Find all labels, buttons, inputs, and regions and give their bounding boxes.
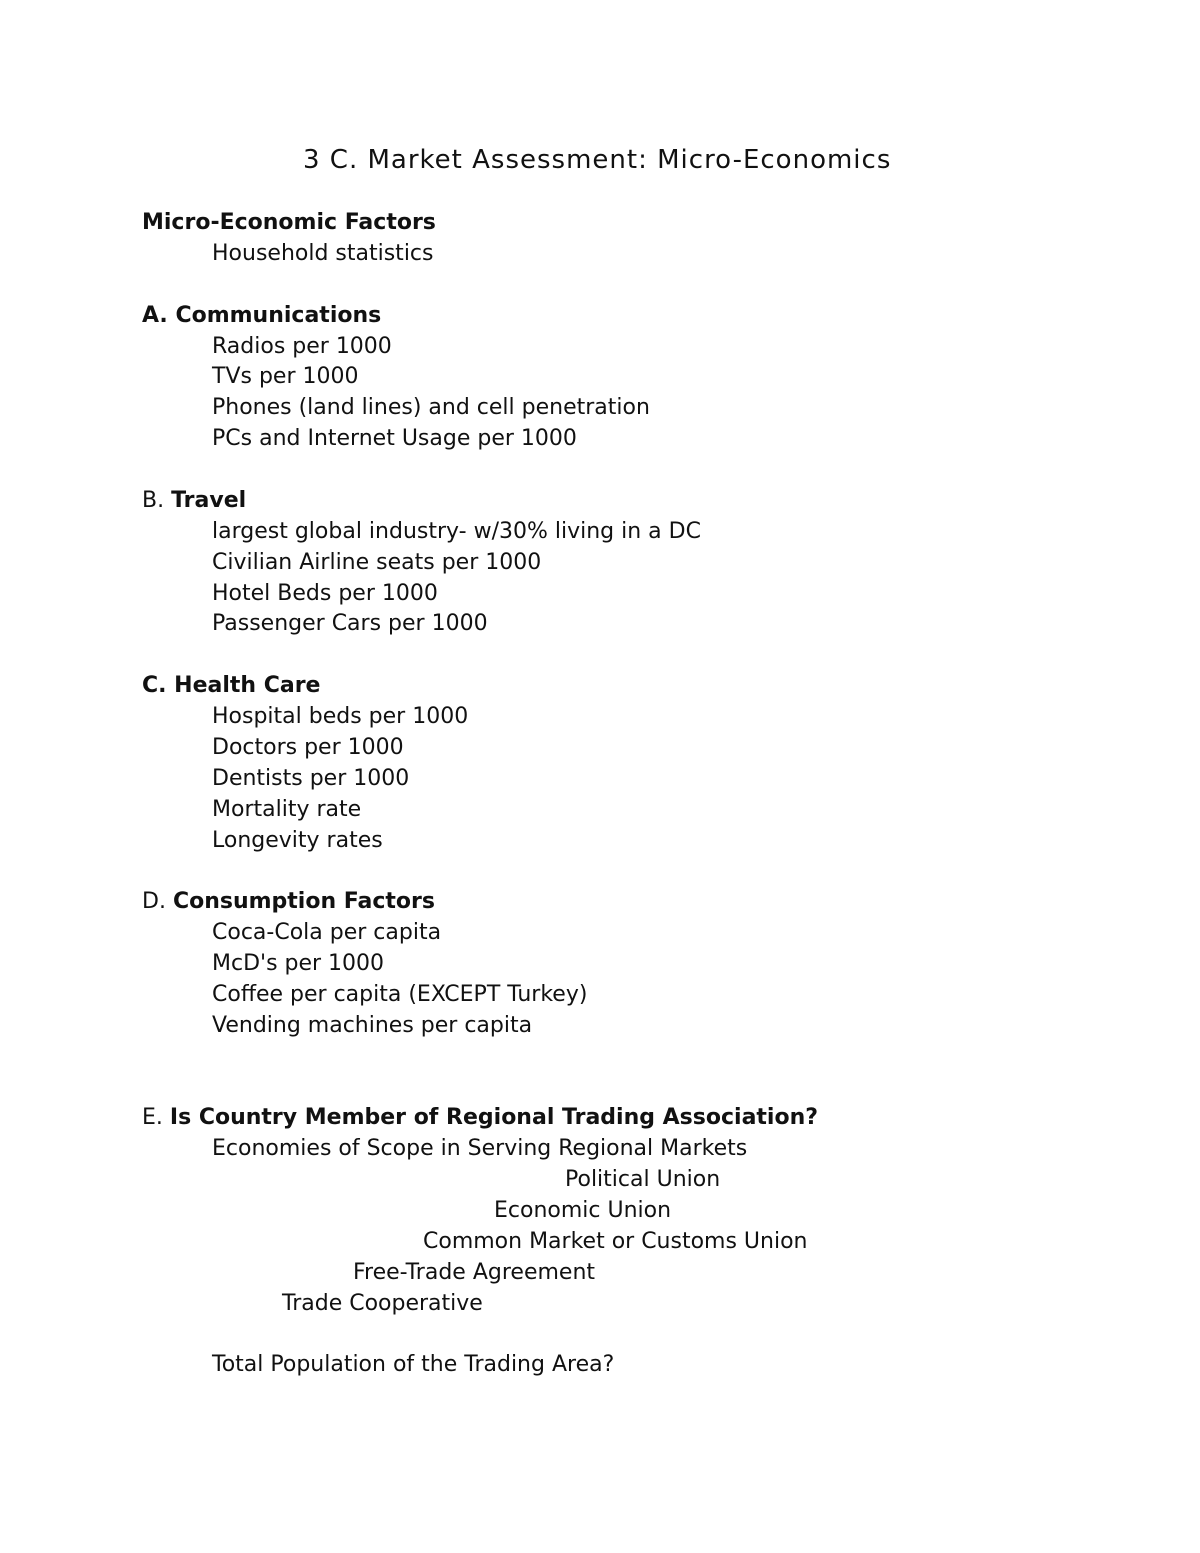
list-item: Coffee per capita (EXCEPT Turkey) bbox=[212, 982, 588, 1007]
list-item: Mortality rate bbox=[212, 797, 362, 822]
list-item: Dentists per 1000 bbox=[212, 766, 410, 791]
list-item: PCs and Internet Usage per 1000 bbox=[212, 426, 577, 451]
list-item: Hospital beds per 1000 bbox=[212, 704, 469, 729]
list-item: TVs per 1000 bbox=[212, 364, 359, 389]
travel-prefix: B. bbox=[142, 488, 172, 513]
micro-factors-heading: Micro-Economic Factors bbox=[142, 210, 436, 235]
trading-heading-text: Is Country Member of Regional Trading Association? bbox=[169, 1105, 819, 1130]
list-item: Radios per 1000 bbox=[212, 334, 392, 359]
health-heading: C. Health Care bbox=[142, 673, 321, 698]
consumption-heading bbox=[142, 889, 435, 915]
travel-heading-text: Travel bbox=[171, 488, 247, 513]
list-item: Longevity rates bbox=[212, 828, 383, 853]
consumption-heading-text: Consumption Factors bbox=[172, 889, 435, 914]
list-item: Passenger Cars per 1000 bbox=[212, 611, 488, 636]
list-item: Civilian Airline seats per 1000 bbox=[212, 550, 542, 575]
consumption-prefix: D. bbox=[142, 889, 173, 914]
communications-heading: A. Communications bbox=[142, 303, 382, 328]
trading-level: Economic Union bbox=[494, 1198, 672, 1223]
trading-question: Total Population of the Trading Area? bbox=[212, 1352, 615, 1377]
trading-level: Trade Cooperative bbox=[282, 1291, 483, 1316]
page-title: 3 C. Market Assessment: Micro-Economics bbox=[303, 145, 892, 175]
list-item: Hotel Beds per 1000 bbox=[212, 581, 438, 606]
travel-heading bbox=[142, 488, 246, 514]
list-item: Household statistics bbox=[212, 241, 434, 266]
trading-level: Free-Trade Agreement bbox=[353, 1260, 596, 1285]
list-item: Vending machines per capita bbox=[212, 1013, 533, 1038]
list-item: Coca-Cola per capita bbox=[212, 920, 442, 945]
trading-heading bbox=[142, 1105, 818, 1131]
trading-level: Political Union bbox=[565, 1167, 721, 1192]
list-item: Phones (land lines) and cell penetration bbox=[212, 395, 650, 420]
trading-prefix: E. bbox=[142, 1105, 170, 1130]
list-item: largest global industry- w/30% living in a DC bbox=[212, 519, 701, 544]
list-item: McD's per 1000 bbox=[212, 951, 385, 976]
list-item: Doctors per 1000 bbox=[212, 735, 404, 760]
scope-line: Economies of Scope in Serving Regional Markets bbox=[212, 1136, 748, 1161]
trading-level: Common Market or Customs Union bbox=[423, 1229, 808, 1254]
